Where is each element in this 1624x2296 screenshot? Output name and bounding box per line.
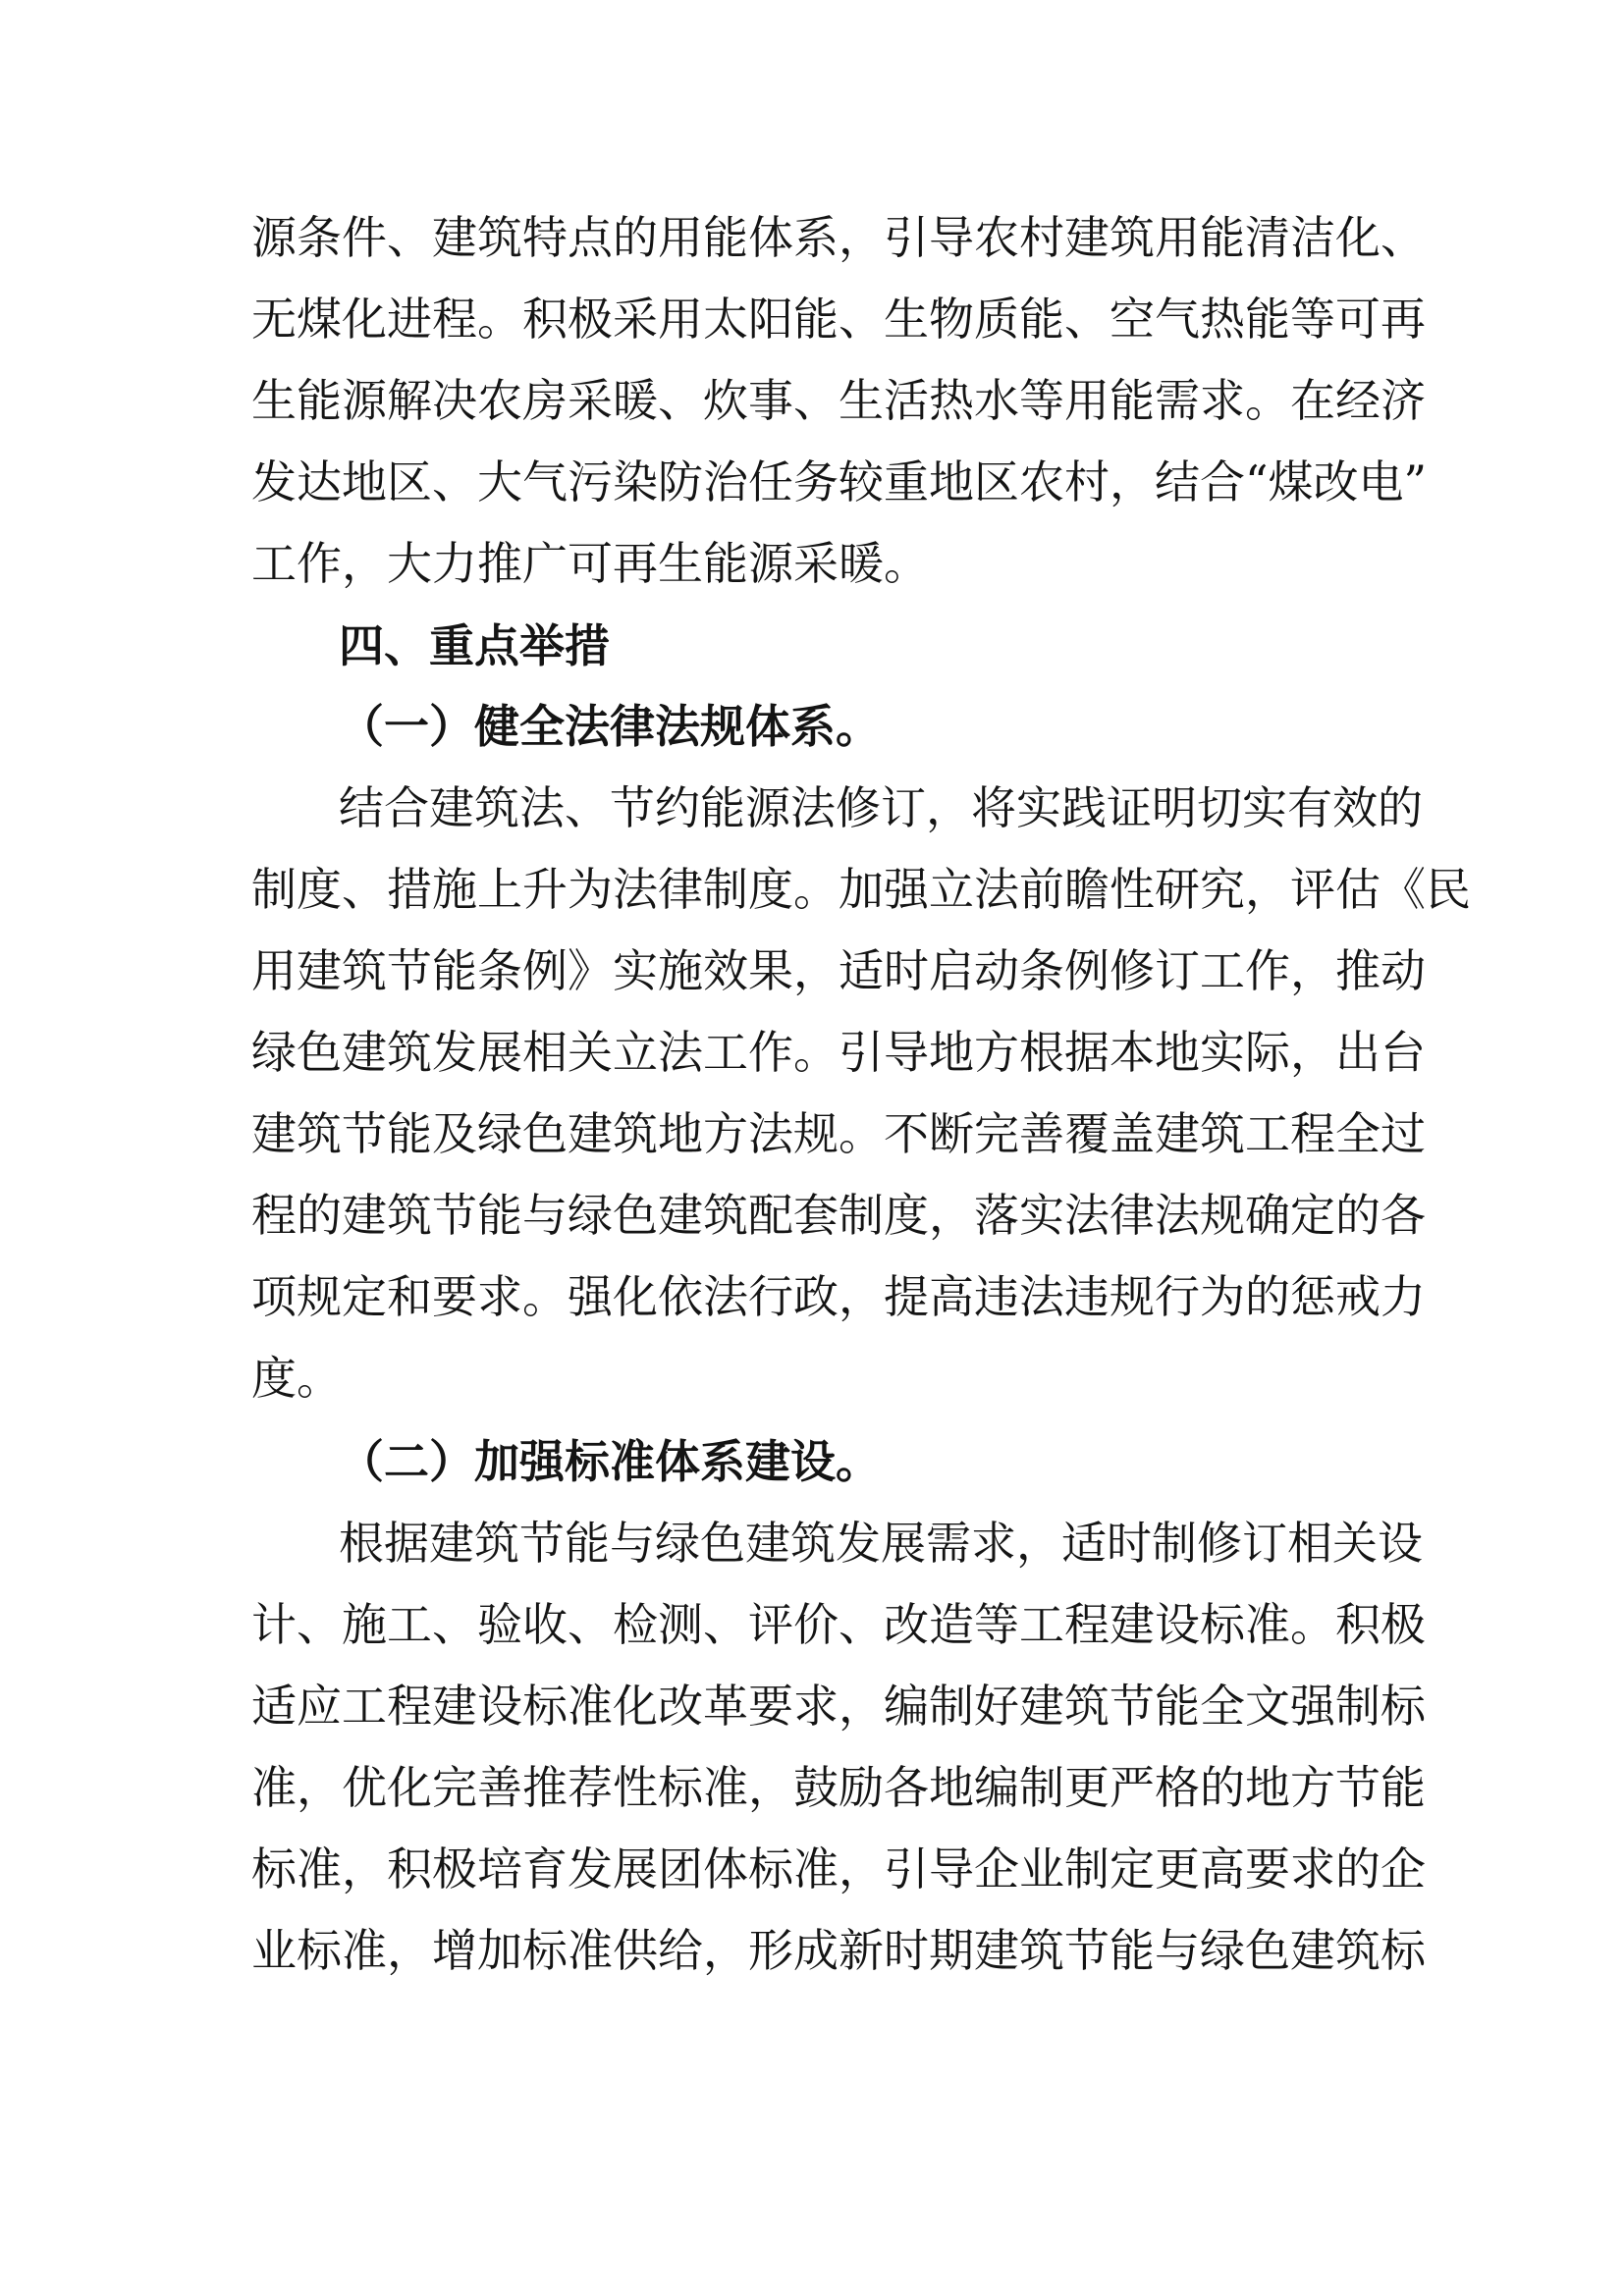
body-text-line: 根据建筑节能与绿色建筑发展需求，适时制修订相关设 <box>339 1517 1423 1570</box>
section-heading: 四、重点举措 <box>339 619 610 672</box>
body-text-line: 无煤化进程。积极采用太阳能、生物质能、空气热能等可再 <box>251 293 1426 346</box>
body-text-line: 程的建筑节能与绿色建筑配套制度，落实法律法规确定的各 <box>251 1189 1426 1242</box>
body-text-line: 用建筑节能条例》实施效果，适时启动条例修订工作，推动 <box>251 944 1426 997</box>
body-text-line: 项规定和要求。强化依法行政，提高违法违规行为的惩戒力 <box>251 1270 1426 1323</box>
body-text-line: 发达地区、大气污染防治任务较重地区农村，结合“煤改电” <box>251 455 1428 508</box>
body-text-line: 结合建筑法、节约能源法修订，将实践证明切实有效的 <box>339 781 1423 834</box>
body-text-line: 准，优化完善推荐性标准，鼓励各地编制更严格的地方节能 <box>251 1761 1426 1814</box>
body-text-line: 生能源解决农房采暖、炊事、生活热水等用能需求。在经济 <box>251 374 1426 427</box>
body-text-line: 建筑节能及绿色建筑地方法规。不断完善覆盖建筑工程全过 <box>251 1107 1426 1160</box>
body-text-line: 计、施工、验收、检测、评价、改造等工程建设标准。积极 <box>251 1598 1426 1651</box>
body-text-line: 绿色建筑发展相关立法工作。引导地方根据本地实际，出台 <box>251 1026 1426 1079</box>
subsection-heading: （二）加强标准体系建设。 <box>339 1435 881 1488</box>
body-text-line: 度。 <box>251 1352 342 1405</box>
body-text-line: 工作，大力推广可再生能源采暖。 <box>251 537 929 590</box>
body-text-line: 源条件、建筑特点的用能体系，引导农村建筑用能清洁化、 <box>251 211 1426 264</box>
body-text-line: 标准，积极培育发展团体标准，引导企业制定更高要求的企 <box>251 1842 1426 1896</box>
body-text-line: 制度、措施上升为法律制度。加强立法前瞻性研究，评估《民 <box>251 863 1471 916</box>
body-text-line: 适应工程建设标准化改革要求，编制好建筑节能全文强制标 <box>251 1680 1426 1733</box>
subsection-heading: （一）健全法律法规体系。 <box>339 700 881 753</box>
body-text-line: 业标准，增加标准供给，形成新时期建筑节能与绿色建筑标 <box>251 1924 1426 1977</box>
